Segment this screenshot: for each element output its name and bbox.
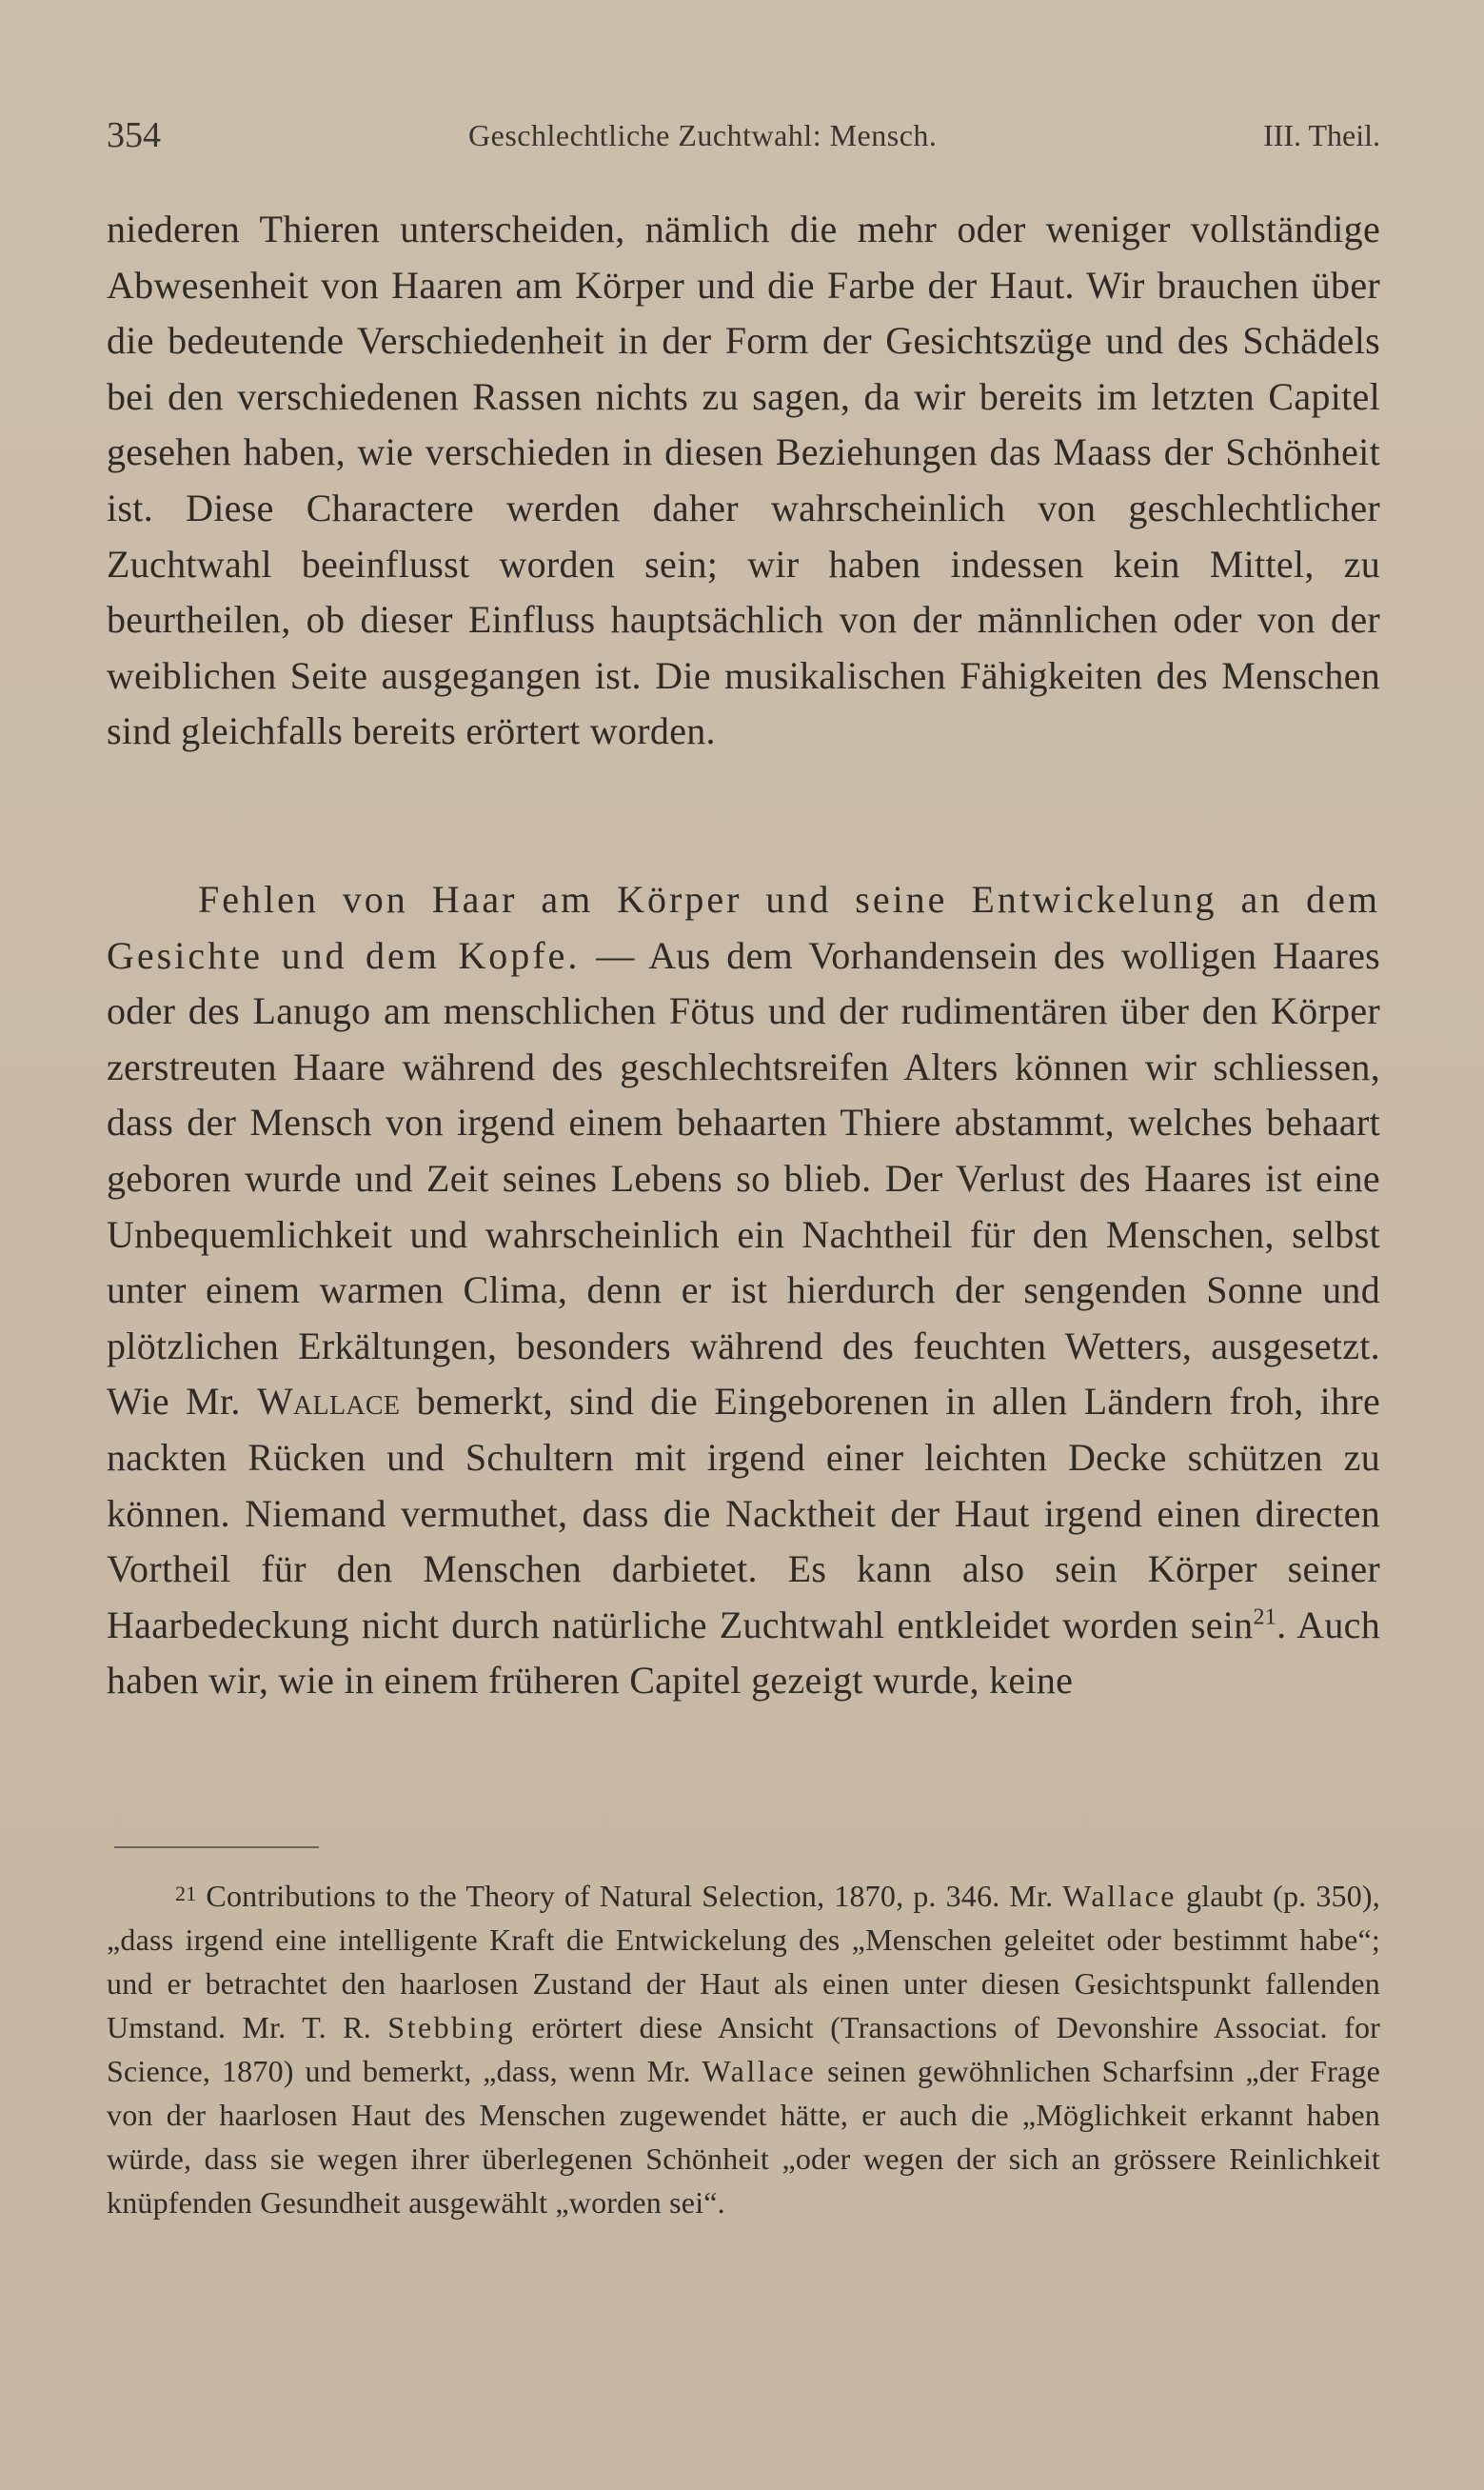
running-header <box>107 114 1380 164</box>
author-name-wallace: Wallace <box>256 1380 401 1424</box>
running-title: Geschlechtliche Zuchtwahl: Mensch. <box>468 118 938 152</box>
footnote-name: Wallace <box>702 2054 817 2088</box>
footnote-21 <box>107 1872 1380 2224</box>
footnote-text: seinen gewöhnlichen Scharfsinn „der Frage von der haarlosen Haut des Menschen zugewendet hätte, er auch die „Möglichkeit erkannt haben würde, dass sie wegen ihrer überlegenen Schönheit „oder wegen der sich an grössere Reinlichkeit knüpfenden Gesundheit ausgewählt „worden sei“. <box>107 2054 1380 2220</box>
footnote-reference: 21 <box>1253 1604 1277 1630</box>
footnote-name: Wallace <box>1062 1879 1177 1913</box>
part-label: III. Theil. <box>1263 118 1380 152</box>
paragraph-continued: niederen Thieren unterscheiden, nämlich die mehr oder weniger vollständige Abwesenheit von Haaren am Körper und die Farbe der Haut. Wir brauchen über die bedeutende Verschiedenheit in der Form der Gesichtszüge und des Schädels bei den verschiedenen Rassen nichts zu sagen, da wir bereits im letzten Capitel gesehen haben, wie verschieden in diesen Beziehungen das Maass der Schönheit ist. Diese Charactere werden daher wahrscheinlich von geschlechtlicher Zuchtwahl beeinflusst worden sein; wir haben indessen kein Mittel, zu beurtheilen, ob dieser Einfluss hauptsächlich von der männlichen oder von der weiblichen Seite ausgegangen ist. Die musikalischen Fähigkeiten des Menschen sind gleichfalls bereits erörtert worden. <box>107 208 1380 753</box>
paragraph-hair-section <box>107 872 1380 1709</box>
footnote-name: Stebbing <box>387 2010 516 2044</box>
paragraph-text: . Auch haben wir, wie in einem früheren Capitel gezeigt wurde, keine <box>107 1603 1380 1703</box>
footnote-text: erörtert diese Ansicht (Transactions of Devonshire Associat. for Science, 1870) und bemerkt, „dass, wenn Mr. <box>107 2010 1380 2088</box>
paragraph-text: bemerkt, sind die Eingeborenen in allen Ländern froh, ihre nackten Rücken und Schultern mit irgend einer leichten Decke schützen zu können. Niemand vermuthet, dass die Nacktheit der Haut irgend einen directen Vortheil für den Menschen darbietet. Es kann also sein Körper seiner Haarbedeckung nicht durch natürliche Zuchtwahl entkleidet worden sein <box>107 1380 1380 1646</box>
footnote-text: Contributions to the Theory of Natural Selection, 1870, p. 346. Mr. <box>206 1879 1063 1913</box>
footnote-divider <box>114 1846 319 1848</box>
section-heading: Fehlen von Haar am Körper und seine Entwickelung an dem Gesichte und dem Kopfe. <box>107 878 1380 977</box>
footnote-number: 21 <box>175 1882 197 1905</box>
page-number: 354 <box>107 115 161 155</box>
footnote-text: glaubt (p. 350), „dass irgend eine intelligente Kraft die Entwickelung des „Menschen geleitet oder bestimmt habe“; und er betrachtet den haarlosen Zustand der Haut als einen unter diesen Gesichtspunkt fallenden Umstand. Mr. T. R. <box>107 1879 1380 2044</box>
paragraph-text: — Aus dem Vorhandensein des wolligen Haares oder des Lanugo am menschlichen Fötus und der rudimentären über den Körper zerstreuten Haare während des geschlechtsreifen Alters können wir schliessen, dass der Mensch von irgend einem behaarten Thiere abstammt, welches behaart geboren wurde und Zeit seines Lebens so blieb. Der Verlust des Haares ist eine Unbequemlichkeit und wahrscheinlich ein Nachtheil für den Menschen, selbst unter einem warmen Clima, denn er ist hierdurch der sengenden Sonne und plötzlichen Erkältungen, besonders während des feuchten Wetters, ausgesetzt. Wie Mr. <box>107 933 1380 1424</box>
